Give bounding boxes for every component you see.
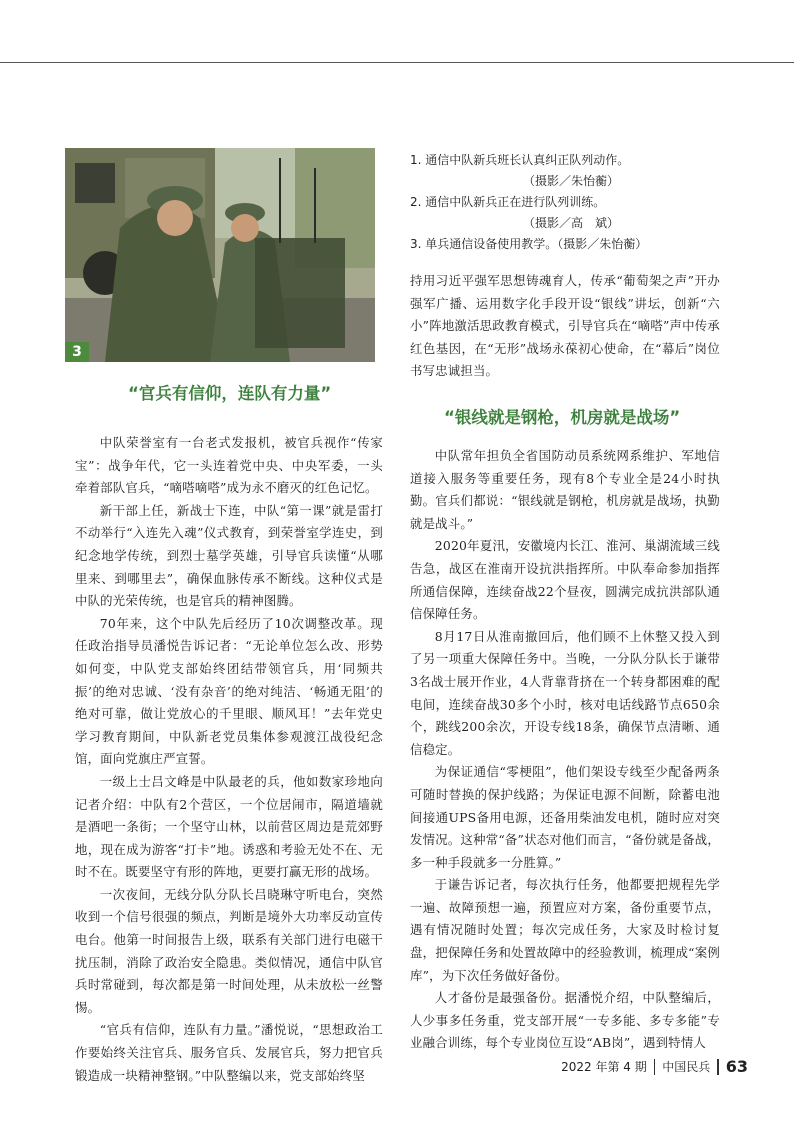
paragraph: 于谦告诉记者，每次执行任务，他都要把规程先学一遍、故障预想一遍，预置应对方案，备份重要节点，遇有情况随时处置；每次完成任务，大家及时检讨复盘，把保障任务和处置故障中的经验教训，梳理成“案例库”，为下次任务做好备份。 (410, 877, 720, 983)
issue-label: 2022 年第 4 期 (561, 1060, 647, 1074)
footer-divider (654, 1059, 656, 1075)
photo-number-badge: 3 (65, 342, 89, 362)
header-rule (0, 62, 794, 63)
caption-2: 2. 通信中队新兵正在进行队列训练。 (410, 195, 606, 209)
paragraph: 人才备份是最强备份。据潘悦介绍，中队整编后，人少事多任务重，党支部开展“一专多能、多专多能”专业融合训练，每个专业岗位互设“AB岗”，遇到特情人 (410, 990, 720, 1051)
right-column-top (410, 270, 720, 383)
photo-illustration (65, 148, 375, 362)
page-number: 63 (725, 1057, 748, 1076)
right-column (410, 445, 720, 1055)
page-footer (561, 1057, 748, 1076)
caption-1: 1. 通信中队新兵班长认真纠正队列动作。 (410, 153, 630, 167)
photo-captions (410, 150, 660, 255)
magazine-name: 中国民兵 (662, 1060, 711, 1074)
section-heading-1: “官兵有信仰，连队有力量” (128, 384, 332, 403)
section-heading-2: “银线就是钢枪，机房就是战场” (444, 408, 681, 427)
article-photo (65, 148, 375, 362)
paragraph: 一级上士吕文峰是中队最老的兵，他如数家珍地向记者介绍：中队有2个营区，一个位居闹市，隔道墙就是酒吧一条街；一个坚守山林，以前营区周边是荒郊野地，现在成为游客“打卡”地。诱惑和考验无处不在、无时不在。既要坚守有形的阵地，更要打赢无形的战场。 (75, 773, 383, 880)
caption-1-credit: （摄影／朱怡蘅） (523, 174, 620, 188)
paragraph: 为保证通信“零梗阻”，他们架设专线至少配备两条可随时替换的保护线路；为保证电源不间断，除蓄电池间接通UPS备用电源，还备用柴油发电机，随时应对突发情况。这种常“备”状态对他们而言，“备份就是备战，多一种手段就多一分胜算。” (410, 764, 720, 870)
paragraph: 中队荣誉室有一台老式发报机，被官兵视作“传家宝”：战争年代，它一头连着党中央、中央军委，一头牵着部队官兵，“嘀嗒嘀嗒”成为永不磨灭的红色记忆。 (75, 435, 383, 496)
paragraph: 一次夜间，无线分队分队长吕晓琳守听电台，突然收到一个信号很强的频点，判断是境外大功率反动宣传电台。他第一时间报告上级，联系有关部门进行电磁干扰压制，消除了政治安全隐患。类似情况，通信中队官兵时常碰到，每次都是第一时间处理，从未放松一丝警惕。 (75, 886, 383, 1015)
paragraph: 新干部上任，新战士下连，中队“第一课”就是雷打不动举行“入连先入魂”仪式教育，到荣誉室学连史，到纪念地学传统，到烈士墓学英雄，引导官兵读懂“从哪里来、到哪里去”，确保血脉传承不断线。这种仪式是中队的光荣传统，也是官兵的精神图腾。 (75, 502, 383, 609)
paragraph-continuation: 持用习近平强军思想铸魂育人，传承“葡萄架之声”开办强军广播、运用数字化手段开设“银线”讲坛，创新“六小”阵地激活思政教育模式，引导官兵在“嘀嗒”声中传承红色基因，在“无形”战场永葆初心使命，在“幕后”岗位书写忠诚担当。 (410, 273, 720, 379)
left-column (75, 432, 383, 1087)
caption-3: 3. 单兵通信设备使用教学。（摄影／朱怡蘅） (410, 237, 648, 251)
footer-divider (717, 1059, 719, 1075)
paragraph: “官兵有信仰，连队有力量。”潘悦说，“思想政治工作要始终关注官兵、服务官兵、发展官兵，努力把官兵锻造成一块精神整钢。”中队整编以来，党支部始终坚 (75, 1022, 383, 1083)
paragraph: 8月17日从淮南撤回后，他们顾不上休整又投入到了另一项重大保障任务中。当晚，一分队分队长于谦带3名战士展开作业，4人背靠背挤在一个转身都困难的配电间，连续奋战30多个小时，核对电话线路节点650余个，跳线200余次，开设专线18条，确保节点清晰、通信稳定。 (410, 628, 720, 757)
caption-2-credit: （摄影／高 斌） (523, 216, 620, 230)
paragraph: 中队常年担负全省国防动员系统网系维护、军地信道接入服务等重要任务，现有8个专业全是24小时执勤。官兵们都说：“银线就是钢枪，机房就是战场，执勤就是战斗。” (410, 448, 720, 531)
paragraph: 70年来，这个中队先后经历了10次调整改革。现任政治指导员潘悦告诉记者：“无论单位怎么改、形势如何变，中队党支部始终团结带领官兵，用‘同频共振’的绝对忠诚、‘没有杂音’的绝对纯洁、‘畅通无阻’的绝对可靠，做让党放心的千里眼、顺风耳！”去年党史学习教育期间，中队新老党员集体参观渡江战役纪念馆，面向党旗庄严宣誓。 (75, 615, 383, 767)
paragraph: 2020年夏汛，安徽境内长江、淮河、巢湖流域三线告急，战区在淮南开设抗洪指挥所。中队奉命参加指挥所通信保障，连续奋战22个昼夜，圆满完成抗洪部队通信保障任务。 (410, 538, 720, 622)
